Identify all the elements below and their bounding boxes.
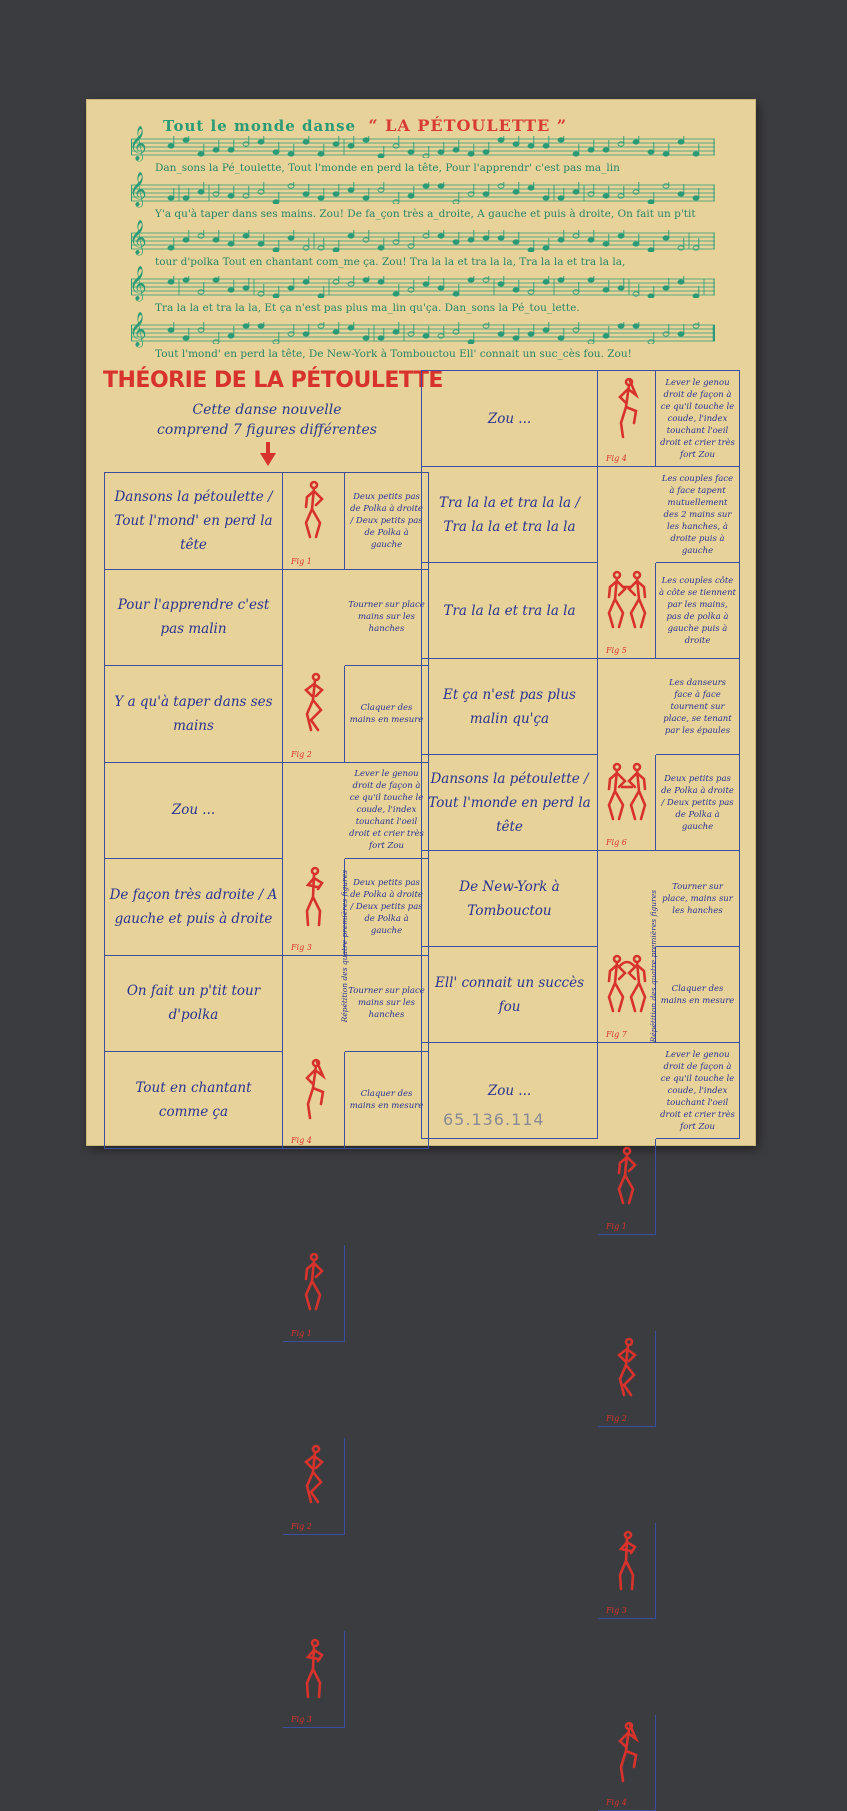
lyric-line: Dan_sons la Pé_toulette, Tout l'monde en perd la tête, Pour l'apprendr' c'est pas ma_lin [155, 162, 620, 174]
description-cell: Lever le genou droit de façon à ce qu'il touche le coude, l'index touchant l'oeil droit et crier très fort Zou [345, 763, 429, 860]
lyric-line: Y'a qu'à taper dans ses mains. Zou! De fa_çon très a_droite, A gauche et puis à droite, On fait un p'tit [155, 208, 696, 220]
description-cell: Deux petits pas de Polka à droite / Deux petits pas de Polka à gauche [345, 859, 429, 956]
description-cell: Les couples face à face tapent mutuellement des 2 mains sur les hanches, à droite puis à gauche [656, 467, 740, 563]
lyric-cell: Tout en chantant comme ça [105, 1052, 283, 1149]
figure-label: Fig 2 [606, 1414, 627, 1423]
intro-line-1: Cette danse nouvelle [192, 402, 342, 418]
description-cell: Les danseurs face à face tournent sur place, se tenant par les épaules [656, 659, 740, 755]
lyric-cell: Dansons la pétoulette / Tout l'mond' en perd la tête [105, 473, 283, 570]
description-cell: Les couples côte à côte se tiennent par les mains, pas de polka à gauche puis à droite [656, 563, 740, 659]
staff-lines [131, 276, 715, 298]
figure-label: Fig 3 [291, 1714, 312, 1724]
lyric-cell: De New-York à Tombouctou [422, 851, 598, 947]
figure-label: Fig 3 [291, 942, 312, 952]
stick-figure-icon [290, 1637, 338, 1707]
treble-clef-icon: 𝄞 [129, 126, 147, 161]
figure-label: Fig 1 [291, 556, 312, 566]
staff-lines [131, 322, 715, 344]
dance-sheet [87, 100, 755, 1807]
staff-lines [131, 136, 715, 158]
stick-figure-icon [290, 479, 338, 549]
figure-cell [598, 1331, 656, 1427]
description-cell: Deux petits pas de Polka à droite / Deux petits pas de Polka à gauche [656, 755, 740, 851]
figure-cell [598, 755, 656, 851]
lyric-cell: Tra la la et tra la la [422, 563, 598, 659]
figure-label: Fig 1 [606, 1222, 627, 1231]
archive-stamp: 65.136.114 [443, 1110, 545, 1129]
stick-figure-icon [290, 865, 338, 935]
music-staff [129, 172, 715, 207]
figure-cell [283, 666, 345, 763]
right-figures-table [421, 370, 740, 1807]
theory-intro [147, 400, 387, 440]
stick-figure-icon [603, 1337, 651, 1407]
description-cell: Lever le genou droit de façon à ce qu'il touche le coude, l'index touchant l'oeil droit et crier très fort Zou [656, 371, 740, 467]
lyric-cell: Pour l'apprendre c'est pas malin [105, 570, 283, 667]
stick-figure-icon [603, 953, 651, 1023]
music-staff [129, 266, 715, 301]
stick-figure-icon [603, 569, 651, 639]
staff-lines [131, 182, 715, 204]
stick-figure-icon [290, 1251, 338, 1321]
figure-label: Fig 7 [606, 1030, 627, 1039]
figure-label: Fig 1 [291, 1328, 312, 1338]
figure-label: Fig 6 [606, 838, 627, 847]
music-staff [129, 312, 715, 347]
figure-cell [598, 1523, 656, 1619]
figure-label: Fig 4 [606, 1798, 627, 1807]
figure-cell [598, 1715, 656, 1811]
stick-figure-icon [603, 1145, 651, 1215]
lyric-cell: Zou ... [422, 1043, 598, 1139]
lyric-cell: Et ça n'est pas plus malin qu'ça [422, 659, 598, 755]
lyric-line: tour d'polka Tout en chantant com_me ça. Zou! Tra la la et tra la la, Tra la la et tra la la, [155, 256, 626, 268]
figure-cell [283, 1052, 345, 1149]
figure-cell [598, 371, 656, 467]
lyric-cell: Zou ... [422, 371, 598, 467]
lyric-cell: De façon très adroite / A gauche et puis à droite [105, 859, 283, 956]
description-cell: Claquer des mains en mesure [656, 947, 740, 1043]
figure-label: Fig 4 [606, 454, 627, 463]
song-title-name: “ LA PÉTOULETTE ” [368, 116, 568, 135]
figure-cell [598, 563, 656, 659]
lyric-cell: Zou ... [105, 763, 283, 860]
lyric-cell: Dansons la pétoulette / Tout l'monde en perd la tête [422, 755, 598, 851]
figure-cell [283, 1245, 345, 1342]
song-title [163, 116, 567, 135]
music-staff [129, 220, 715, 255]
stick-figure-icon [290, 1444, 338, 1514]
treble-clef-icon: 𝄞 [129, 266, 147, 301]
figure-cell [283, 473, 345, 570]
lyric-cell: Y a qu'à taper dans ses mains [105, 666, 283, 763]
treble-clef-icon: 𝄞 [129, 312, 147, 347]
figure-cell [283, 1631, 345, 1728]
side-note-left: Répétition des quatre premières figures [340, 870, 349, 1023]
down-arrow-icon [259, 442, 277, 468]
lyric-cell: Ell' connait un succès fou [422, 947, 598, 1043]
lyric-line: Tra la la et tra la la, Et ça n'est pas plus ma_lin qu'ça. Dan_sons la Pé_tou_lette. [155, 302, 580, 314]
stick-figure-icon [603, 1529, 651, 1599]
figure-cell [598, 1139, 656, 1235]
song-title-prefix: Tout le monde danse [163, 117, 357, 135]
intro-line-2: comprend 7 figures différentes [157, 422, 377, 438]
treble-clef-icon: 𝄞 [129, 172, 147, 207]
sheet-music [87, 100, 755, 370]
theory-title: THÉORIE DE LA PÉTOULETTE [103, 368, 443, 393]
figure-cell [598, 947, 656, 1043]
description-cell: Lever le genou droit de façon à ce qu'il touche le coude, l'index touchant l'oeil droit et crier très fort Zou [656, 1043, 740, 1139]
description-cell: Tourner sur place mains sur les hanches [345, 956, 429, 1053]
figure-label: Fig 3 [606, 1606, 627, 1615]
stick-figure-icon [603, 377, 651, 447]
description-cell: Claquer des mains en mesure [345, 1052, 429, 1149]
treble-clef-icon: 𝄞 [129, 220, 147, 255]
description-cell: Claquer des mains en mesure [345, 666, 429, 763]
description-cell: Tourner sur place mains sur les hanches [345, 570, 429, 667]
stick-figure-icon [603, 1721, 651, 1791]
lyric-line: Tout l'mond' en perd la tête, De New-York à Tombouctou Ell' connait un suc_cès fou. Zou! [155, 348, 632, 360]
figure-label: Fig 2 [291, 1521, 312, 1531]
side-note-right: Répétition des quatre premières figures [649, 890, 658, 1043]
figure-cell [283, 859, 345, 956]
description-cell: Deux petits pas de Polka à droite / Deux petits pas de Polka à gauche [345, 473, 429, 570]
left-figures-table [104, 472, 429, 1724]
stick-figure-icon [290, 1058, 338, 1128]
figure-label: Fig 2 [291, 749, 312, 759]
stick-figure-icon [290, 672, 338, 742]
figure-label: Fig 5 [606, 646, 627, 655]
figure-cell [283, 1438, 345, 1535]
lyric-cell: On fait un p'tit tour d'polka [105, 956, 283, 1053]
stick-figure-icon [603, 761, 651, 831]
description-cell: Tourner sur place, mains sur les hanches [656, 851, 740, 947]
lyric-cell: Tra la la et tra la la / Tra la la et tra la la [422, 467, 598, 563]
staff-lines [131, 230, 715, 252]
figure-label: Fig 4 [291, 1135, 312, 1145]
